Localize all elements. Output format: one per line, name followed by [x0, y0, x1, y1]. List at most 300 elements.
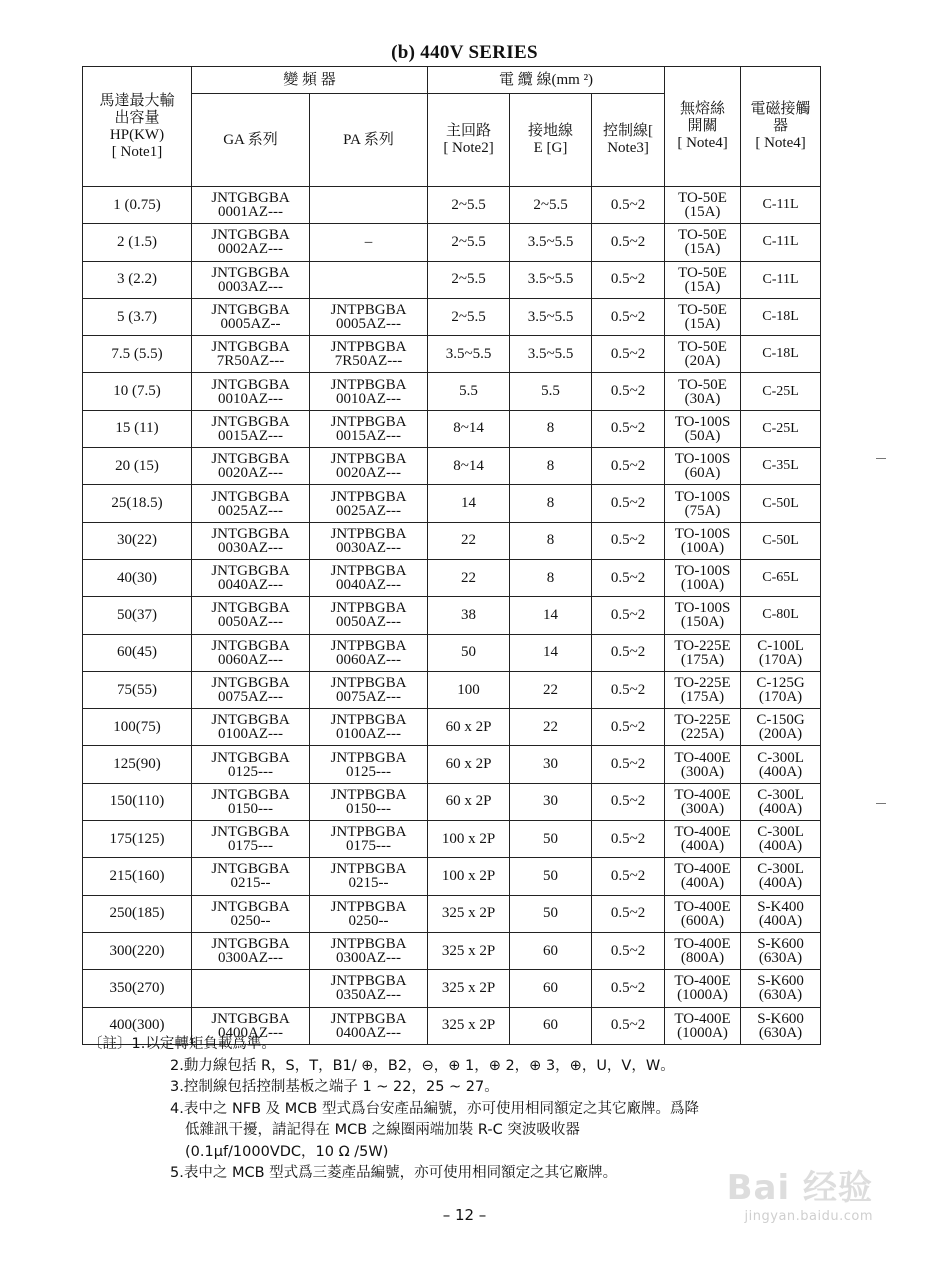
cell-control-cable: 0.5~2: [592, 448, 665, 485]
cell-ga-model: [192, 597, 310, 634]
header-control: 控制線[ Note3]: [592, 94, 665, 187]
cell-ground-cable: 22: [510, 671, 592, 708]
cell-line: (15A): [684, 316, 721, 333]
cell-hp: 215(160): [83, 858, 192, 895]
cell-line: JNTPBGBA: [330, 376, 407, 393]
cell-line: JNTPBGBA: [330, 786, 407, 803]
cell-line: JNTGBGBA: [211, 936, 290, 953]
cell-hp: 400(300): [83, 1007, 192, 1044]
cell-line: 0005AZ--: [220, 316, 281, 333]
cell-nfb: [665, 634, 741, 671]
cell-line: TO-100S: [674, 488, 731, 505]
cell-line: JNTGBGBA: [211, 600, 290, 617]
cell-line: C-125G: [756, 675, 805, 691]
cell-nfb: [665, 858, 741, 895]
cell-line: C-11L: [762, 197, 799, 213]
cell-line: (630A): [758, 950, 803, 967]
cell-mcb: [741, 783, 821, 820]
cell-mcb: [741, 187, 821, 224]
cell-hp: 175(125): [83, 821, 192, 858]
cell-pa-model: [310, 336, 428, 373]
cell-line: 0020AZ---: [336, 465, 401, 482]
table-row: [83, 895, 821, 932]
cell-hp: 3 (2.2): [83, 261, 192, 298]
watermark: [727, 1160, 873, 1224]
cell-mcb: [741, 821, 821, 858]
cell-line: JNTPBGBA: [330, 898, 407, 915]
cell-line: 0025AZ---: [336, 502, 401, 519]
cell-line: JNTPBGBA: [330, 525, 407, 542]
table-row: [83, 373, 821, 410]
cell-line: S-K600: [757, 973, 804, 990]
cell-pa-model: [310, 522, 428, 559]
cell-line: (300A): [680, 763, 725, 780]
header-hp: 馬達最大輸 出容量 HP(KW) [ Note1]: [83, 67, 192, 187]
note-4: 4.表中之 NFB 及 MCB 型式爲台安產品編號，亦可使用相同額定之其它廠牌。爲降: [170, 1100, 699, 1117]
cell-line: (100A): [680, 577, 725, 594]
note-4-cont: 低雜訊干擾，請記得在 MCB 之線圈兩端加裝 R-C 突波吸收器: [185, 1122, 580, 1138]
cell-line: (400A): [680, 875, 725, 892]
cell-pa-model: [310, 821, 428, 858]
cell-line: 0175---: [346, 838, 391, 855]
table-row: [83, 671, 821, 708]
cell-pa-model: –: [310, 224, 428, 261]
cell-line: JNTPBGBA: [330, 451, 407, 468]
cell-main-cable: 325 x 2P: [428, 1007, 510, 1044]
cell-line: 0003AZ---: [218, 278, 283, 295]
cell-line: C-25L: [762, 383, 799, 399]
cell-control-cable: 0.5~2: [592, 858, 665, 895]
cell-pa-model: [310, 671, 428, 708]
cell-line: (400A): [758, 912, 803, 929]
cell-control-cable: 0.5~2: [592, 373, 665, 410]
cell-line: JNTPBGBA: [330, 339, 407, 356]
cell-main-cable: 325 x 2P: [428, 970, 510, 1007]
cell-ga-model: [192, 336, 310, 373]
cell-main-cable: 2~5.5: [428, 224, 510, 261]
cell-pa-model: [310, 485, 428, 522]
cell-line: (50A): [684, 427, 721, 444]
cell-line: (630A): [758, 1024, 803, 1041]
cell-line: (20A): [684, 353, 721, 370]
cell-line: JNTPBGBA: [330, 637, 407, 654]
cell-line: JNTGBGBA: [211, 563, 290, 580]
cell-line: TO-50E: [678, 339, 727, 356]
cell-line: 0030AZ---: [218, 539, 283, 556]
cell-line: (400A): [758, 763, 803, 780]
cell-line: (30A): [684, 390, 721, 407]
cell-ga-model: [192, 261, 310, 298]
cell-nfb: [665, 821, 741, 858]
cell-mcb: [741, 224, 821, 261]
cell-line: TO-400E: [674, 786, 731, 803]
cell-mcb: [741, 634, 821, 671]
cell-hp: 150(110): [83, 783, 192, 820]
cell-control-cable: 0.5~2: [592, 932, 665, 969]
margin-mark: [876, 458, 886, 459]
cell-line: (75A): [684, 502, 721, 519]
cell-line: (800A): [680, 950, 725, 967]
cell-line: (300A): [680, 800, 725, 817]
cell-line: S-K400: [757, 898, 804, 915]
cell-main-cable: 8~14: [428, 410, 510, 447]
cell-pa-model: [310, 858, 428, 895]
cell-line: 7R50AZ---: [334, 353, 403, 370]
cell-line: TO-50E: [678, 264, 727, 281]
cell-main-cable: 8~14: [428, 448, 510, 485]
cell-main-cable: 3.5~5.5: [428, 336, 510, 373]
cell-main-cable: 60 x 2P: [428, 746, 510, 783]
cell-line: 0015AZ---: [336, 427, 401, 444]
cell-line: JNTGBGBA: [211, 824, 290, 841]
cell-nfb: [665, 187, 741, 224]
cell-nfb: [665, 298, 741, 335]
cell-nfb: [665, 597, 741, 634]
cell-mcb: [741, 485, 821, 522]
table-row: [83, 410, 821, 447]
cell-ga-model: [192, 783, 310, 820]
cell-line: JNTGBGBA: [211, 451, 290, 468]
cell-mcb: [741, 298, 821, 335]
cell-mcb: [741, 932, 821, 969]
table-row: [83, 559, 821, 596]
header-ground: 接地線 E [G]: [510, 94, 592, 187]
cell-nfb: [665, 448, 741, 485]
table-row: [83, 858, 821, 895]
cell-hp: 60(45): [83, 634, 192, 671]
cell-main-cable: 38: [428, 597, 510, 634]
cell-line: C-150G: [756, 712, 805, 729]
cell-hp: 15 (11): [83, 410, 192, 447]
cell-line: C-65L: [762, 570, 799, 586]
cell-pa-model: [310, 373, 428, 410]
cell-ground-cable: 2~5.5: [510, 187, 592, 224]
cell-hp: 250(185): [83, 895, 192, 932]
cell-line: (175A): [680, 651, 725, 668]
cell-nfb: [665, 336, 741, 373]
cell-line: 0010AZ---: [218, 390, 283, 407]
cell-line: JNTPBGBA: [330, 302, 407, 319]
cell-line: JNTGBGBA: [211, 861, 290, 878]
table-row: [83, 187, 821, 224]
table-row: [83, 522, 821, 559]
cell-ga-model: [192, 709, 310, 746]
cell-line: TO-50E: [678, 376, 727, 393]
cell-ground-cable: 60: [510, 970, 592, 1007]
cell-line: 0400AZ---: [336, 1024, 401, 1041]
cell-line: C-50L: [762, 495, 799, 511]
cell-line: JNTGBGBA: [211, 488, 290, 505]
cell-mcb: [741, 522, 821, 559]
cell-ga-model: [192, 821, 310, 858]
cell-nfb: [665, 224, 741, 261]
cell-control-cable: 0.5~2: [592, 261, 665, 298]
cell-line: C-11L: [762, 271, 799, 287]
cell-ga-model: [192, 187, 310, 224]
cell-line: JNTGBGBA: [211, 637, 290, 654]
cell-ga-model: [192, 932, 310, 969]
cell-line: (1000A): [677, 1024, 728, 1041]
cell-line: C-11L: [762, 234, 799, 250]
cell-line: JNTGBGBA: [211, 675, 290, 691]
cell-hp: 30(22): [83, 522, 192, 559]
cell-line: 0100AZ---: [218, 726, 283, 743]
cell-nfb: [665, 559, 741, 596]
cell-hp: 300(220): [83, 932, 192, 969]
cell-nfb: [665, 261, 741, 298]
cell-nfb: [665, 709, 741, 746]
cell-ground-cable: 8: [510, 410, 592, 447]
cell-control-cable: 0.5~2: [592, 634, 665, 671]
cell-nfb: [665, 783, 741, 820]
cell-line: TO-400E: [674, 824, 731, 841]
cell-main-cable: 100 x 2P: [428, 821, 510, 858]
cell-nfb: [665, 746, 741, 783]
cell-line: JNTGBGBA: [211, 749, 290, 766]
cell-line: 0015AZ---: [218, 427, 283, 444]
cell-line: 0025AZ---: [218, 502, 283, 519]
cell-line: 0075AZ---: [218, 689, 283, 705]
cell-ground-cable: 50: [510, 895, 592, 932]
cell-line: C-300L: [757, 749, 804, 766]
cell-pa-model: [310, 448, 428, 485]
cell-ga-model: [192, 895, 310, 932]
cell-line: (170A): [758, 689, 803, 705]
spec-table-body: [83, 187, 821, 1045]
cell-line: 0350AZ---: [336, 987, 401, 1004]
cell-mcb: [741, 559, 821, 596]
cell-control-cable: 0.5~2: [592, 410, 665, 447]
header-main: 主回路 [ Note2]: [428, 94, 510, 187]
cell-hp: 75(55): [83, 671, 192, 708]
table-row: [83, 448, 821, 485]
cell-mcb: [741, 895, 821, 932]
cell-mcb: [741, 858, 821, 895]
cell-line: 0175---: [228, 838, 273, 855]
cell-line: JNTGBGBA: [211, 898, 290, 915]
cell-line: 0150---: [346, 800, 391, 817]
cell-line: (170A): [758, 651, 803, 668]
cell-line: JNTGBGBA: [211, 525, 290, 542]
cell-line: 0125---: [346, 763, 391, 780]
header-ga: GA 系列: [192, 94, 310, 187]
cell-control-cable: 0.5~2: [592, 746, 665, 783]
cell-line: 0215--: [348, 875, 389, 892]
table-row: [83, 634, 821, 671]
cell-hp: 50(37): [83, 597, 192, 634]
cell-main-cable: 60 x 2P: [428, 783, 510, 820]
cell-ground-cable: 14: [510, 634, 592, 671]
cell-line: JNTPBGBA: [330, 749, 407, 766]
cell-ground-cable: 3.5~5.5: [510, 224, 592, 261]
cell-hp: 1 (0.75): [83, 187, 192, 224]
cell-line: S-K600: [757, 1010, 804, 1027]
cell-line: JNTPBGBA: [330, 1010, 407, 1027]
table-row: [83, 932, 821, 969]
cell-mcb: [741, 709, 821, 746]
cell-line: 0040AZ---: [336, 577, 401, 594]
cell-pa-model: [310, 895, 428, 932]
cell-mcb: [741, 970, 821, 1007]
cell-line: C-300L: [757, 786, 804, 803]
cell-line: 0050AZ---: [218, 614, 283, 631]
cell-line: C-100L: [757, 637, 804, 654]
cell-line: (175A): [680, 689, 725, 705]
cell-ground-cable: 14: [510, 597, 592, 634]
cell-line: JNTPBGBA: [330, 973, 407, 990]
cell-line: S-K600: [757, 936, 804, 953]
cell-mcb: [741, 671, 821, 708]
cell-ga-model: [192, 298, 310, 335]
cell-control-cable: 0.5~2: [592, 671, 665, 708]
cell-line: C-25L: [762, 420, 799, 436]
cell-line: 0150---: [228, 800, 273, 817]
cell-pa-model: [310, 783, 428, 820]
cell-line: JNTPBGBA: [330, 675, 407, 691]
cell-line: JNTGBGBA: [211, 264, 290, 281]
cell-control-cable: 0.5~2: [592, 970, 665, 1007]
cell-control-cable: 0.5~2: [592, 559, 665, 596]
page-number: – 12 –: [442, 1206, 487, 1224]
cell-line: TO-400E: [674, 973, 731, 990]
table-row: [83, 298, 821, 335]
note-3: 3.控制線包括控制基板之端子 1 ~ 22，25 ~ 27。: [170, 1079, 499, 1095]
cell-hp: 7.5 (5.5): [83, 336, 192, 373]
cell-main-cable: 100 x 2P: [428, 858, 510, 895]
cell-main-cable: 22: [428, 559, 510, 596]
cell-ga-model: [192, 410, 310, 447]
cell-pa-model: [310, 746, 428, 783]
cell-line: 0060AZ---: [336, 651, 401, 668]
cell-line: 0002AZ---: [218, 241, 283, 258]
table-row: [83, 597, 821, 634]
header-cable-group: 電 纜 線(mm ²): [428, 67, 665, 94]
cell-line: JNTGBGBA: [211, 227, 290, 244]
cell-hp: 100(75): [83, 709, 192, 746]
cell-ground-cable: 5.5: [510, 373, 592, 410]
cell-ground-cable: 3.5~5.5: [510, 261, 592, 298]
cell-main-cable: 5.5: [428, 373, 510, 410]
cell-line: TO-100S: [674, 600, 731, 617]
cell-line: JNTPBGBA: [330, 413, 407, 430]
header-pa: PA 系列: [310, 94, 428, 187]
cell-pa-model: [310, 709, 428, 746]
cell-ground-cable: 8: [510, 522, 592, 559]
cell-line: JNTPBGBA: [330, 600, 407, 617]
cell-line: 0250--: [230, 912, 271, 929]
table-row: [83, 746, 821, 783]
cell-ground-cable: 3.5~5.5: [510, 298, 592, 335]
cell-ground-cable: 8: [510, 559, 592, 596]
cell-hp: 10 (7.5): [83, 373, 192, 410]
cell-mcb: [741, 597, 821, 634]
cell-pa-model: [310, 187, 428, 224]
cell-line: TO-225E: [674, 675, 731, 691]
cell-hp: 125(90): [83, 746, 192, 783]
cell-ga-model: [192, 746, 310, 783]
cell-line: JNTGBGBA: [211, 786, 290, 803]
cell-ground-cable: 8: [510, 485, 592, 522]
cell-line: TO-400E: [674, 749, 731, 766]
header-drive-group: 變 頻 器: [192, 67, 428, 94]
cell-line: 0250--: [348, 912, 389, 929]
cell-ga-model: [192, 970, 310, 1007]
cell-line: C-35L: [762, 458, 799, 474]
cell-line: 0001AZ---: [218, 204, 283, 221]
cell-line: TO-400E: [674, 861, 731, 878]
cell-line: TO-225E: [674, 637, 731, 654]
cell-control-cable: 0.5~2: [592, 485, 665, 522]
cell-mcb: [741, 373, 821, 410]
cell-main-cable: 325 x 2P: [428, 895, 510, 932]
cell-pa-model: [310, 970, 428, 1007]
cell-nfb: [665, 671, 741, 708]
cell-line: 7R50AZ---: [216, 353, 285, 370]
cell-nfb: [665, 373, 741, 410]
cell-line: C-18L: [762, 309, 799, 325]
cell-main-cable: 22: [428, 522, 510, 559]
cell-control-cable: 0.5~2: [592, 597, 665, 634]
cell-control-cable: 0.5~2: [592, 783, 665, 820]
cell-line: (400A): [758, 838, 803, 855]
cell-line: 0300AZ---: [336, 950, 401, 967]
cell-line: (150A): [680, 614, 725, 631]
cell-line: JNTGBGBA: [211, 376, 290, 393]
cell-line: TO-400E: [674, 1010, 731, 1027]
cell-control-cable: 0.5~2: [592, 821, 665, 858]
table-title: (b) 440V SERIES: [391, 42, 538, 63]
table-row: [83, 709, 821, 746]
note-2: 2.動力線包括 R，S，T，B1/ ⊕，B2，⊖，⊕ 1，⊕ 2，⊕ 3，⊕，U，V，W。: [170, 1057, 675, 1074]
table-row: [83, 970, 821, 1007]
cell-ground-cable: 60: [510, 1007, 592, 1044]
note-5: 5.表中之 MCB 型式爲三菱產品編號，亦可使用相同額定之其它廠牌。: [170, 1165, 618, 1181]
cell-ga-model: [192, 485, 310, 522]
cell-control-cable: 0.5~2: [592, 187, 665, 224]
cell-line: (15A): [684, 278, 721, 295]
cell-line: (1000A): [677, 987, 728, 1004]
cell-hp: 2 (1.5): [83, 224, 192, 261]
cell-line: JNTGBGBA: [211, 712, 290, 729]
cell-line: TO-100S: [674, 413, 731, 430]
cell-ground-cable: 60: [510, 932, 592, 969]
cell-line: 0020AZ---: [218, 465, 283, 482]
cell-line: C-18L: [762, 346, 799, 362]
cell-nfb: [665, 932, 741, 969]
cell-main-cable: 2~5.5: [428, 298, 510, 335]
cell-ga-model: [192, 858, 310, 895]
cell-ground-cable: 22: [510, 709, 592, 746]
table-row: [83, 821, 821, 858]
cell-nfb: [665, 970, 741, 1007]
cell-line: TO-50E: [678, 302, 727, 319]
cell-nfb: [665, 410, 741, 447]
cell-line: JNTPBGBA: [330, 488, 407, 505]
table-row: [83, 485, 821, 522]
cell-line: (100A): [680, 539, 725, 556]
table-row: [83, 336, 821, 373]
cell-control-cable: 0.5~2: [592, 1007, 665, 1044]
cell-ga-model: [192, 559, 310, 596]
cell-hp: 25(18.5): [83, 485, 192, 522]
cell-pa-model: [310, 298, 428, 335]
cell-line: 0300AZ---: [218, 950, 283, 967]
cell-ga-model: [192, 448, 310, 485]
cell-line: JNTPBGBA: [330, 861, 407, 878]
cell-line: (60A): [684, 465, 721, 482]
cell-line: C-300L: [757, 824, 804, 841]
cell-main-cable: 2~5.5: [428, 187, 510, 224]
